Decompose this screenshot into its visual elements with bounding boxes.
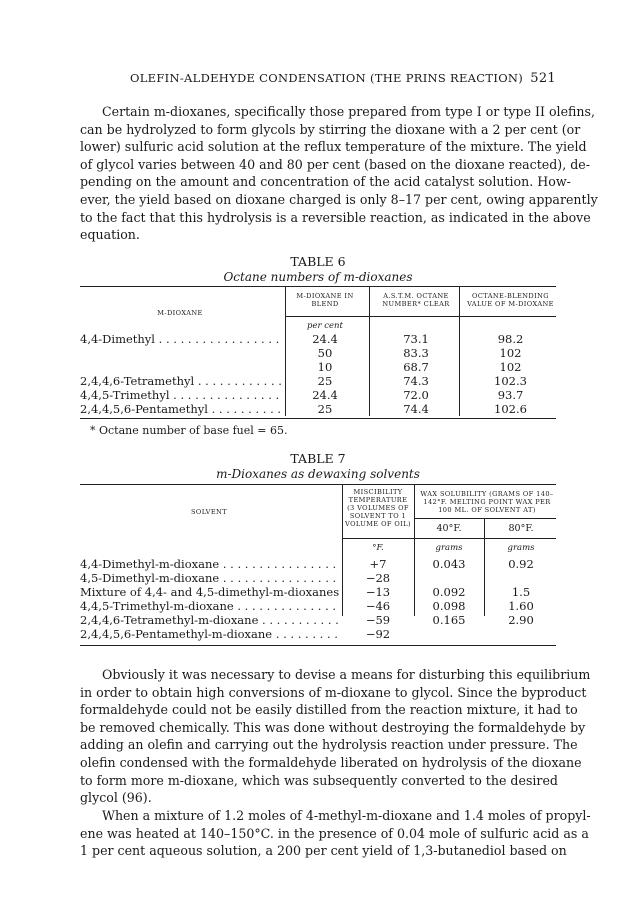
table6-cell: 98.2 [497,332,524,346]
table6-cell: 10 [317,360,333,374]
table7-cell: −92 [365,627,391,641]
paragraph-equilibrium [80,666,591,807]
text-line: of glycol varies between 40 and 80 per cent (based on the dioxane reacted), de- [80,156,590,172]
table7-top-rule [80,484,556,485]
table7-bottom-rule [80,645,556,646]
table6-row-name: 4,4,5-Trimethyl . . . [80,389,282,402]
table7-subtitle: m-Dioxanes as dewaxing solvents [216,467,420,481]
table7-cell: 0.92 [508,557,534,571]
table7-cell: 1.5 [511,585,531,599]
text-line: Certain m-dioxanes, specifically those prepared from type I or type II olefins, [102,104,596,119]
text-line: 1 per cent aqueous solution, a 200 per cent yield of 1,3-butanediol based on [80,843,567,859]
text-line: glycol (96). [80,790,152,806]
table7-cell: −46 [365,599,391,613]
table7-row-name: 4,4,5-Trimethyl-m-dioxane . . . [80,600,340,613]
table7-cell: 0.098 [432,599,466,613]
table7-cell: +7 [369,557,387,571]
table7-row-name: 4,4-Dimethyl-m-dioxane . . . [80,558,340,571]
table6-cell: 25 [317,402,333,416]
table7-row-name: 2,4,4,5,6-Pentamethyl-m-dioxane . . . [80,628,340,641]
table6-col-divider [285,286,286,416]
text-line: to the fact that this hydrolysis is a reversible reaction, as indicated in the above [80,209,591,225]
table6-cell: 74.4 [403,402,429,416]
text-line: ene was heated at 140–150°C. in the presence of 0.04 mole of sulfuric acid as a [80,825,589,841]
table7-header-wax: WAX SOLUBILITY (GRAMS OF 140–142°F. MELTING POINT WAX PER 100 ML. OF SOLVENT AT) [420,490,554,514]
table6-subtitle: Octane numbers of m-dioxanes [223,270,413,284]
table6-header-clear: A.S.T.M. OCTANE NUMBER* CLEAR [382,292,450,308]
text-line: can be hydrolyzed to form glycols by stirring the dioxane with a 2 per cent (or [80,121,581,137]
table7-cell: 0.092 [432,585,466,599]
table6-top-rule [80,286,556,287]
text-line: When a mixture of 1.2 moles of 4-methyl-m-dioxane and 1.4 moles of propyl- [102,808,591,823]
table6-cell: 102.6 [494,402,527,416]
text-line: Obviously it was necessary to devise a means for disturbing this equilibrium [102,667,591,682]
table6-cell: 68.7 [403,360,429,374]
table7-unit: °F. [372,543,384,553]
paragraph-hydrolysis [80,103,598,244]
table7-row-name: 2,4,4,6-Tetramethyl-m-dioxane . . . [80,614,340,627]
table7-header-80f: 80°F. [508,523,534,534]
table6-header-dioxane: M-DIOXANE [157,309,203,317]
table7-cell: 0.165 [432,613,466,627]
text-line: lower) sulfuric acid solution at the reflux temperature of the mixture. The yield [80,139,587,155]
table7-row-name: Mixture of 4,4- and 4,5-dimethyl-m-dioxanes . . . [80,586,340,599]
table6-row-name: 2,4,4,6-Tetramethyl . . . [80,375,282,388]
table7-cell: −59 [365,613,391,627]
table7-wax-rule [414,518,556,519]
table7-unit: grams [435,543,463,553]
table7-col-divider [414,484,415,616]
table6-unit: per cent [307,321,343,331]
table6-row-name: 2,4,4,5,6-Pentamethyl . . . [80,403,282,416]
table6-cell: 50 [317,346,333,360]
table6-header-blend: M-DIOXANE IN BLEND [296,292,354,308]
table6-cell: 24.4 [312,332,338,346]
table6-cell: 74.3 [403,374,429,388]
text-line: in order to obtain high conversions of m-dioxane to glycol. Since the byproduct [80,684,587,700]
table6-col-divider [369,286,370,416]
table6-cell: 24.4 [312,388,338,402]
table7-header-rule [342,538,556,539]
table6-cell: 25 [317,374,333,388]
running-header [80,71,556,87]
page-number: 521 [530,71,556,86]
table7-unit: grams [507,543,535,553]
text-line: to form more m-dioxane, which was subsequently converted to the desired [80,772,558,788]
table7-cell: 2.90 [508,613,534,627]
paragraph-example [80,807,591,860]
table6-col-divider [459,286,460,416]
text-line: equation. [80,227,140,243]
running-title: OLEFIN-ALDEHYDE CONDENSATION (THE PRINS REACTION) [130,71,524,85]
table6-cell: 93.7 [497,388,524,402]
text-line: pending on the amount and concentration of the acid catalyst solution. How- [80,174,571,190]
text-line: adding an olefin and carrying out the hydrolysis reaction under pressure. The [80,737,578,753]
table7-header-40f: 40°F. [436,523,462,534]
table7-col-divider [342,484,343,616]
text-line: formaldehyde could not be easily distilled from the reaction mixture, it had to [80,702,578,718]
table6-footnote: * Octane number of base fuel = 65. [90,424,288,437]
table6-cell: 73.1 [403,332,429,346]
table7-cell: −13 [365,585,391,599]
table6-row-name: 4,4-Dimethyl . . . [80,333,282,346]
text-line: be removed chemically. This was done without destroying the formaldehyde by [80,719,586,735]
table6-cell: 102 [499,360,522,374]
table7-cell: 0.043 [432,557,466,571]
table6-cell: 102.3 [494,374,527,388]
table7-col-divider [484,518,485,616]
table6-cell: 83.3 [403,346,429,360]
table7-cell: −28 [365,571,391,585]
text-line: ever, the yield based on dioxane charged is only 8–17 per cent, owing apparently [80,191,598,207]
table6-header-rule [285,316,556,317]
table6-caption: TABLE 6 [290,254,346,269]
table7-row-name: 4,5-Dimethyl-m-dioxane . . . [80,572,340,585]
table7-header-solvent: SOLVENT [190,508,228,516]
table7-cell: 1.60 [508,599,534,613]
table6-header-value: OCTANE-BLENDING VALUE OF M-DIOXANE [467,292,554,308]
table6-cell: 72.0 [403,388,429,402]
table6-cell: 102 [499,346,522,360]
table7-caption: TABLE 7 [290,451,346,466]
table7-header-miscibility: MISCIBILITY TEMPERATURE (3 VOLUMES OF SOLVENT TO 1 VOLUME OF OIL) [345,488,411,528]
table6-bottom-rule [80,418,556,419]
text-line: olefin condensed with the formaldehyde liberated on hydrolysis of the dioxane [80,754,582,770]
